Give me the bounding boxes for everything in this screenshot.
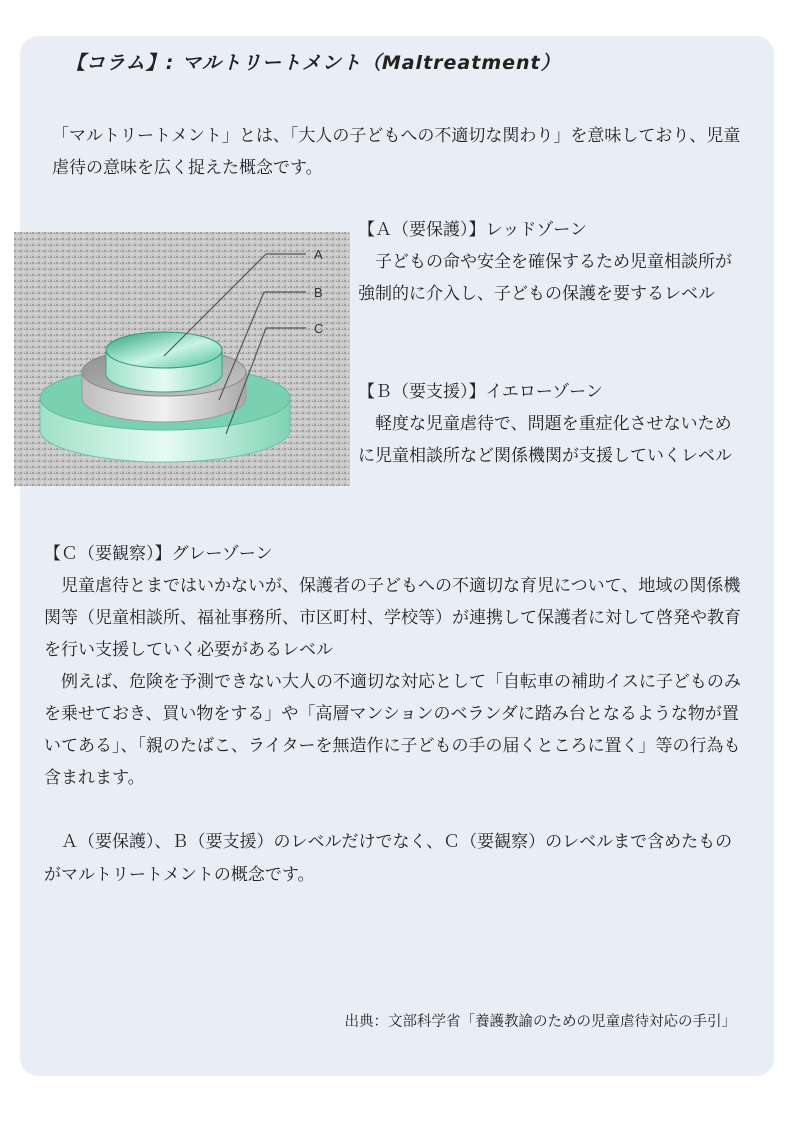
tiered-disc-diagram xyxy=(14,232,350,486)
section-b xyxy=(358,376,734,472)
section-b-body: 軽度な児童虐待で、問題を重症化させないために児童相談所など関係機関が支援していくレベル xyxy=(358,414,732,466)
label-b: B xyxy=(314,285,323,300)
source-citation: 出典：文部科学省「養護教諭のための児童虐待対応の手引」 xyxy=(344,1014,736,1030)
section-c-example: 例えば、危険を予測できない大人の不適切な対応として「自転車の補助イスに子どものみを乗せておき、買い物をする」や「高層マンションのベランダに踏み台となるような物が置いてある」、「親のたばこ、ライターを無造作に子どもの手の届くところに置く」等の行為も含まれます。 xyxy=(44,672,741,788)
label-c: C xyxy=(314,321,324,336)
section-a-body: 子どもの命や安全を確保するため児童相談所が強制的に介入し、子どもの保護を要するレベル xyxy=(358,252,732,304)
section-a-heading: 【Ａ（要保護）】レッドゾーン xyxy=(358,220,587,240)
section-c xyxy=(44,538,744,794)
label-a: A xyxy=(314,247,323,262)
section-a xyxy=(358,214,734,310)
section-c-body: 児童虐待とまではいかないが、保護者の子どもへの不適切な育児について、地域の関係機関等（児童相談所、福祉事務所、市区町村、学校等）が連携して保護者に対して啓発や教育を行い支援していく必要があるレベル xyxy=(44,576,741,660)
section-c-heading: 【Ｃ（要観察）】グレーゾーン xyxy=(44,544,273,564)
intro-paragraph: 「マルトリートメント」とは、「大人の子どもへの不適切な関わり」を意味しており、児童虐待の意味を広く捉えた概念です。 xyxy=(52,126,741,178)
section-b-heading: 【Ｂ（要支援）】イエローゾーン xyxy=(358,382,603,402)
column-title: 【コラム】: マルトリートメント（Maltreatment） xyxy=(66,52,561,74)
disc-a-top xyxy=(106,332,222,368)
conclusion-paragraph: Ａ（要保護）、Ｂ（要支援）のレベルだけでなく、Ｃ（要観察）のレベルまで含めたものがマルトリートメントの概念です。 xyxy=(44,832,733,885)
